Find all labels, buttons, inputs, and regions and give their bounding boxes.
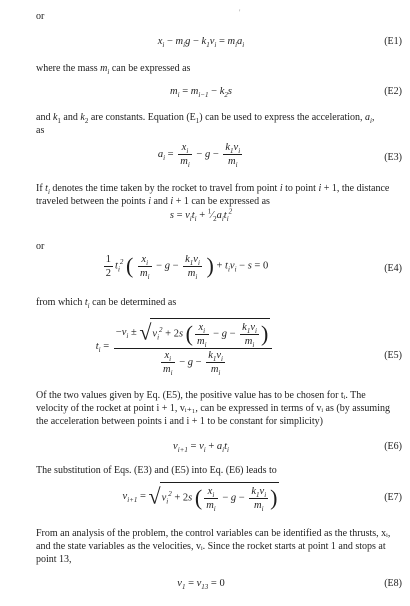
- paragraph-time: If $t_i$ denotes the time taken by the rocket to travel from point i to point i + 1, the distance traveled between the points i and i + 1 can be expressed as: [36, 183, 390, 207]
- text-or-1: or: [36, 11, 45, 22]
- equation-label-e3: (E3): [384, 152, 402, 163]
- equation-label-e7: (E7): [384, 492, 402, 503]
- equation-label-e2: (E2): [384, 86, 402, 97]
- text-or-2: or: [36, 241, 45, 252]
- scan-mark: ': [239, 8, 241, 17]
- equation-e8: $v_1 = v_{13} = 0$: [177, 578, 225, 592]
- paragraph-control-variables: From an analysis of the problem, the control variables can be identified as the thrusts, xᵢ, and the state variables as the velocities, vᵢ. Since the rocket starts at point 1 and stops at point 13,: [36, 528, 391, 565]
- equation-e1: $x_i - m_ig - k_1v_i = m_ia_i$: [157, 36, 245, 50]
- equation-label-e6: (E6): [384, 441, 402, 452]
- equation-label-e5: (E5): [384, 350, 402, 361]
- paragraph-substitution: The substitution of Eqs. (E3) and (E5) into Eq. (E6) leads to: [36, 465, 277, 476]
- equation-e4: $\frac{1}{2}$ $t_i^2$ ( $\frac{x_i}{m_i}$ − g − $\frac{k_1v_i}{m_i}$ ) + $t_iv_i - s = 0$: [105, 253, 269, 281]
- equation-e3: $a_i$ = $\frac{x_i}{m_i}$ − g − $\frac{k_1v_i}{m_i}$: [157, 142, 241, 170]
- paragraph-constants: and $k_1$ and $k_2$ are constants. Equation $(E_1)$ can be used to express the acceleration, $a_i$, as: [36, 112, 375, 136]
- equation-label-e4: (E4): [384, 263, 402, 274]
- equation-label-e1: (E1): [384, 36, 402, 47]
- paragraph-mass-intro: where the mass $m_i$ can be expressed as: [36, 63, 191, 76]
- equation-e5: $t_i$ = $-v_i \pm √v_i^2 + 2s$ ( $\frac{x_i}{m_i}$ − g − $\frac{k_1v_i}{m_i}$ ) $\frac{x_i}{m_i}$ − g − $\frac{k_1v_i}{m_i}$: [20, 318, 350, 375]
- equation-e7: $v_{i+1} = √v_i^2 + 2s$ ( $\frac{x_i}{m_i}$ − g − $\frac{k_1v_i}{m_i}$ ): [122, 483, 278, 513]
- equation-e2: $m_i = m_{i-1} - k_2s$: [170, 86, 232, 100]
- equation-label-e8: (E8): [384, 578, 402, 589]
- equation-e6: $v_{i+1} = v_i + a_it_i$: [173, 441, 229, 455]
- paragraph-from-which: from which $t_i$ can be determined as: [36, 297, 177, 310]
- paragraph-two-values: Of the two values given by Eq. (E5), the positive value has to be chosen for tᵢ. The velocity of the rocket at point i + 1, vᵢ₊₁, can be expressed in terms of vᵢ as (by assuming the acceleration between points i and i + 1 to be constant for simplicity): [36, 390, 390, 427]
- equation-distance: $s = v_it_i$ + $^1⁄_2a_it_i^2$: [169, 207, 233, 224]
